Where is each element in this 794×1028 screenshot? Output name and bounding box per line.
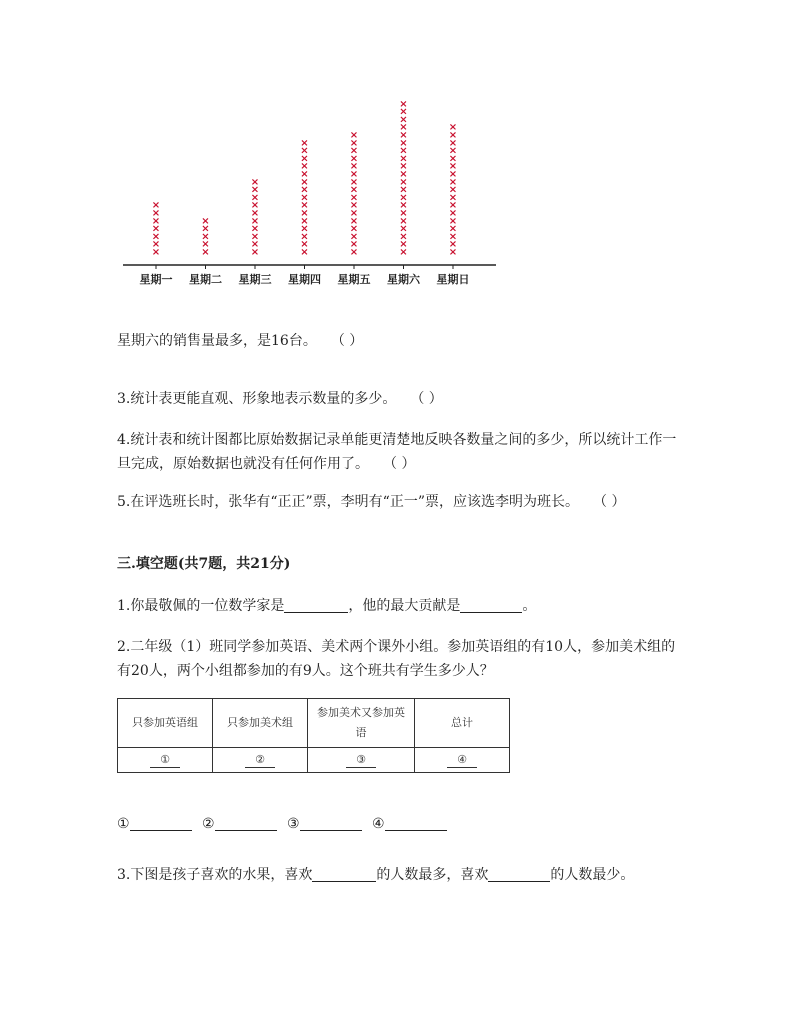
data-point-marker: × bbox=[201, 223, 210, 235]
data-point-marker: × bbox=[448, 153, 458, 165]
data-point-marker: × bbox=[399, 200, 408, 212]
data-point-marker: × bbox=[250, 184, 260, 196]
data-point-marker: × bbox=[399, 169, 408, 180]
data-point-marker: × bbox=[448, 130, 458, 141]
fill-q1 bbox=[117, 594, 536, 618]
q3-text-a: 3.下图是孩子喜欢的水果，喜欢 bbox=[117, 867, 313, 883]
data-point-marker: × bbox=[349, 184, 359, 196]
data-point-marker: × bbox=[250, 215, 260, 227]
data-point-marker: × bbox=[448, 122, 458, 134]
group-table bbox=[117, 698, 510, 773]
answer-marker: ③ bbox=[287, 816, 300, 832]
blank-field[interactable] bbox=[215, 814, 277, 831]
data-point-marker: × bbox=[399, 223, 408, 235]
statement-text: 5.在评选班长时，张华有“正正”票，李明有“正一”票，应该选李明为班长。 bbox=[117, 494, 579, 510]
data-point-marker: × bbox=[448, 161, 458, 173]
blank-field[interactable] bbox=[130, 814, 192, 831]
data-point-marker: × bbox=[349, 137, 359, 149]
data-point-marker: × bbox=[250, 192, 260, 204]
table-header: 只参加美术组 bbox=[213, 699, 308, 748]
q1-text-a: 1.你最敬佩的一位数学家是 bbox=[117, 598, 285, 614]
data-point-marker: × bbox=[448, 184, 458, 196]
table-header: 总计 bbox=[415, 699, 510, 748]
data-point-marker: × bbox=[399, 192, 408, 204]
data-point-marker: × bbox=[399, 114, 408, 126]
data-point-marker: × bbox=[399, 106, 408, 118]
table-header: 只参加英语组 bbox=[118, 699, 213, 748]
table-cell[interactable] bbox=[213, 748, 308, 773]
data-point-marker: × bbox=[151, 239, 161, 251]
data-point-marker: × bbox=[399, 137, 408, 149]
fill-q2: 2.二年级（1）班同学参加英语、美术两个课外小组。参加英语组的有10人，参加美术组的有20人，两个小组都参加的有9人。这个班共有学生多少人？ bbox=[117, 639, 676, 679]
data-point-marker: × bbox=[300, 184, 309, 196]
blank-field[interactable] bbox=[460, 596, 522, 613]
data-point-marker: × bbox=[399, 208, 408, 219]
data-point-marker: × bbox=[399, 130, 408, 141]
data-point-marker: × bbox=[448, 231, 458, 243]
statement-q4 bbox=[117, 428, 677, 476]
data-point-marker: × bbox=[349, 176, 359, 188]
data-point-marker: × bbox=[448, 137, 458, 149]
data-point-marker: × bbox=[399, 122, 408, 134]
data-point-marker: × bbox=[349, 215, 359, 227]
data-point-marker: × bbox=[349, 130, 359, 141]
data-point-marker: × bbox=[349, 145, 359, 157]
table-header: 参加美术又参加英语 bbox=[308, 699, 415, 748]
data-point-marker: × bbox=[250, 223, 260, 235]
data-point-marker: × bbox=[349, 231, 359, 243]
data-point-marker: × bbox=[399, 161, 408, 173]
blank-field[interactable] bbox=[312, 865, 376, 882]
data-point-marker: × bbox=[399, 153, 408, 165]
fill-q3 bbox=[117, 863, 634, 887]
data-point-marker: × bbox=[151, 208, 161, 219]
data-point-marker: × bbox=[448, 200, 458, 212]
answer-blanks bbox=[117, 814, 453, 832]
data-point-marker: × bbox=[151, 200, 161, 212]
data-point-marker: × bbox=[349, 200, 359, 212]
q3-text-c: 的人数最少。 bbox=[550, 867, 635, 883]
data-point-marker: × bbox=[399, 215, 408, 227]
x-tick-label: 星期六 bbox=[387, 273, 420, 286]
data-point-marker: × bbox=[448, 215, 458, 227]
data-point-marker: × bbox=[300, 137, 309, 149]
data-point-marker: × bbox=[448, 145, 458, 157]
cell-marker: ② bbox=[245, 753, 275, 768]
answer-marker: ② bbox=[202, 816, 215, 832]
data-point-marker: × bbox=[399, 231, 408, 243]
q3-text-b: 的人数最多，喜欢 bbox=[376, 867, 489, 883]
data-point-marker: × bbox=[151, 247, 161, 258]
x-tick-label: 星期一 bbox=[139, 273, 173, 286]
answer-paren[interactable]: （ ） bbox=[410, 391, 443, 407]
table-cell[interactable] bbox=[308, 748, 415, 773]
x-tick-label: 星期四 bbox=[288, 273, 321, 286]
data-point-marker: × bbox=[349, 169, 359, 180]
data-point-marker: × bbox=[349, 247, 359, 258]
data-point-marker: × bbox=[250, 176, 260, 188]
answer-paren[interactable]: （ ） bbox=[593, 494, 626, 510]
data-point-marker: × bbox=[151, 215, 161, 227]
blank-field[interactable] bbox=[284, 596, 348, 613]
table-cell[interactable] bbox=[118, 748, 213, 773]
data-point-marker: × bbox=[349, 192, 359, 204]
blank-field[interactable] bbox=[300, 814, 362, 831]
statement-q5 bbox=[117, 490, 677, 514]
data-point-marker: × bbox=[448, 208, 458, 219]
data-point-marker: × bbox=[201, 247, 210, 258]
data-point-marker: × bbox=[250, 200, 260, 212]
data-point-marker: × bbox=[250, 247, 260, 258]
x-tick-label: 星期三 bbox=[238, 273, 272, 286]
data-point-marker: × bbox=[300, 169, 309, 180]
data-point-marker: × bbox=[349, 161, 359, 173]
blank-field[interactable] bbox=[488, 865, 550, 882]
data-point-marker: × bbox=[250, 239, 260, 251]
data-point-marker: × bbox=[151, 231, 161, 243]
data-point-marker: × bbox=[300, 192, 309, 204]
answer-paren[interactable]: （ ） bbox=[383, 456, 416, 472]
data-point-marker: × bbox=[399, 239, 408, 251]
data-point-marker: × bbox=[201, 215, 210, 227]
data-point-marker: × bbox=[250, 231, 260, 243]
data-point-marker: × bbox=[300, 231, 309, 243]
data-point-marker: × bbox=[349, 239, 359, 251]
data-point-marker: × bbox=[300, 200, 309, 212]
data-point-marker: × bbox=[151, 223, 161, 235]
data-point-marker: × bbox=[300, 247, 309, 258]
data-point-marker: × bbox=[448, 247, 458, 258]
data-point-marker: × bbox=[399, 98, 408, 110]
data-point-marker: × bbox=[448, 192, 458, 204]
answer-marker: ① bbox=[117, 816, 130, 832]
table-cell[interactable] bbox=[415, 748, 510, 773]
blank-field[interactable] bbox=[385, 814, 447, 831]
data-point-marker: × bbox=[201, 231, 210, 243]
data-point-marker: × bbox=[349, 208, 359, 219]
statement-q2 bbox=[117, 329, 363, 353]
data-point-marker: × bbox=[300, 145, 309, 157]
dot-plot-chart bbox=[0, 0, 794, 300]
answer-paren[interactable]: （ ） bbox=[330, 333, 364, 349]
data-point-marker: × bbox=[399, 145, 408, 157]
section-heading: 三.填空题(共7题，共21分) bbox=[117, 556, 291, 572]
cell-marker: ③ bbox=[346, 753, 376, 768]
data-point-marker: × bbox=[399, 184, 408, 196]
data-point-marker: × bbox=[399, 247, 408, 258]
data-point-marker: × bbox=[448, 169, 458, 180]
data-point-marker: × bbox=[201, 239, 210, 251]
data-point-marker: × bbox=[300, 215, 309, 227]
statement-text: 4.统计表和统计图都比原始数据记录单能更清楚地反映各数量之间的多少，所以统计工作一旦完成，原始数据也就没有任何作用了。 bbox=[117, 432, 677, 472]
data-point-marker: × bbox=[300, 239, 309, 251]
data-point-marker: × bbox=[300, 176, 309, 188]
data-point-marker: × bbox=[448, 176, 458, 188]
cell-marker: ① bbox=[150, 753, 180, 768]
data-point-marker: × bbox=[448, 223, 458, 235]
data-point-marker: × bbox=[300, 223, 309, 235]
x-tick-label: 星期日 bbox=[436, 273, 470, 286]
q1-text-c: 。 bbox=[522, 598, 537, 614]
x-tick-label: 星期五 bbox=[337, 273, 371, 286]
statement-text: 星期六的销售量最多，是16台。 bbox=[117, 333, 317, 349]
q1-text-b: ，他的最大贡献是 bbox=[348, 598, 461, 614]
data-point-marker: × bbox=[300, 153, 309, 165]
data-point-marker: × bbox=[349, 153, 359, 165]
answer-marker: ④ bbox=[372, 816, 385, 832]
statement-q3 bbox=[117, 387, 443, 411]
data-point-marker: × bbox=[349, 223, 359, 235]
data-point-marker: × bbox=[399, 176, 408, 188]
cell-marker: ④ bbox=[447, 753, 477, 768]
statement-text: 3.统计表更能直观、形象地表示数量的多少。 bbox=[117, 391, 397, 407]
data-point-marker: × bbox=[250, 208, 260, 219]
data-point-marker: × bbox=[300, 161, 309, 173]
data-point-marker: × bbox=[300, 208, 309, 219]
x-tick-label: 星期二 bbox=[189, 273, 222, 286]
data-point-marker: × bbox=[448, 239, 458, 251]
